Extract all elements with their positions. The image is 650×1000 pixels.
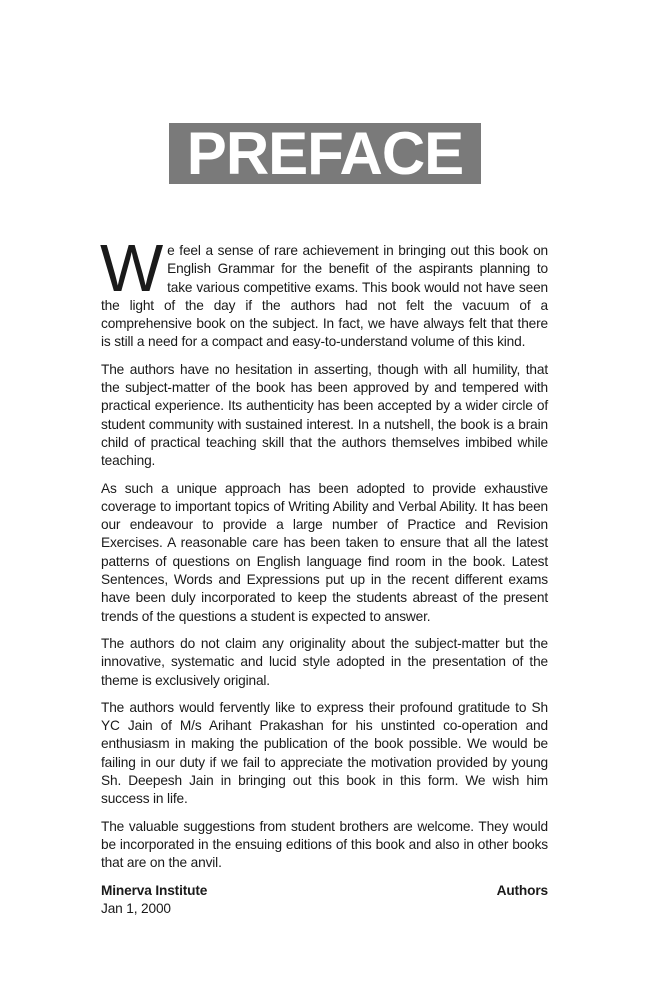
paragraph-4: The authors do not claim any originality about the subject-matter but the innovative, systematic and lucid style adopted in the presentation of the theme is exclusively original. <box>101 635 548 688</box>
paragraph-2: The authors have no hesitation in asserting, though with all humility, that the subject-matter of the book has been approved by and tempered with practical experience. Its authenticity has been accepted by a wider circle of student community with sustained interest. In a nutshell, the book is a brain child of practical teaching skill that the authors themselves imbibed while teaching. <box>101 361 548 469</box>
paragraph-5: The authors would fervently like to express their profound gratitude to Sh YC Jain of M/s Arihant Prakashan for his unstinted co-operation and enthusiasm in making the publication of the book possible. We would be failing in our duty if we fail to appreciate the motivation provided by young Sh. Deepesh Jain in bringing out this book in this form. We wish him success in life. <box>101 699 548 807</box>
institute-name: Minerva Institute <box>101 882 208 898</box>
title-band <box>169 119 481 187</box>
paragraph-1-text: e feel a sense of rare achievement in bringing out this book on English Grammar for the benefit of the aspirants planning to take various competitive exams. This book would not have seen the light of the day if the authors had not felt the vacuum of a comprehensive book on the subject. In fact, we have always felt that there is still a need for a compact and easy-to-understand volume of this kind. <box>101 243 548 350</box>
preface-body <box>100 231 548 918</box>
paragraph-3: As such a unique approach has been adopted to provide exhaustive coverage to important topics of Writing Ability and Verbal Ability. It has been our endeavour to provide a large number of Practice and Revision Exercises. A reasonable care has been taken to ensure that all the latest patterns of questions on English language find room in the book. Latest Sentences, Words and Expressions put up in the recent different exams have been duly incorporated to keep the students abreast of the present trends of the questions a student is expected to answer. <box>101 480 548 624</box>
authors-label: Authors <box>496 882 548 898</box>
paragraph-1 <box>100 231 548 352</box>
signature-date: Jan 1, 2000 <box>101 900 171 916</box>
signature-line <box>101 882 548 900</box>
paragraph-6: The valuable suggestions from student brothers are welcome. They would be incorporated in the ensuing editions of this book and also in other books that are on the anvil. <box>101 818 548 871</box>
drop-cap: W <box>100 231 164 306</box>
page-title: PREFACE <box>186 119 464 187</box>
